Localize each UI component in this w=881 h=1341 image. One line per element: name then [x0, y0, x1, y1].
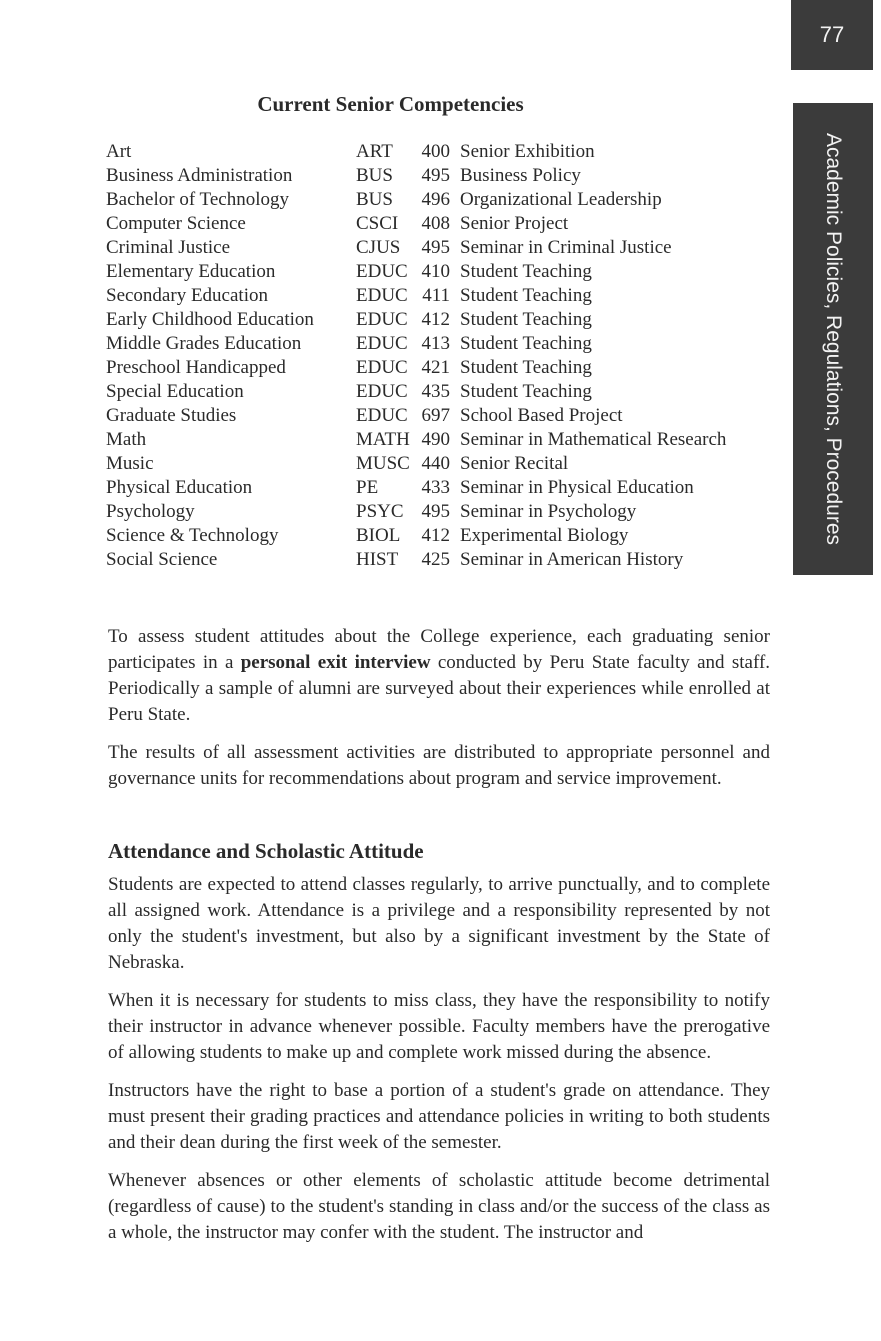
course-title: Seminar in Criminal Justice [460, 237, 672, 258]
program: Physical Education [106, 477, 253, 498]
dept-code: EDUC [356, 309, 408, 330]
table-row [106, 428, 730, 452]
table-row [106, 260, 730, 284]
course-title: Experimental Biology [460, 525, 629, 546]
course-title: Organizational Leadership [460, 189, 662, 210]
dept-code: CJUS [356, 237, 401, 258]
text: To assess student attitudes about the College experience, each graduating senior participates in a [108, 626, 770, 673]
course-title: Student Teaching [460, 309, 592, 330]
course-number: 433 [421, 477, 450, 498]
dept-code: EDUC [356, 285, 408, 306]
dept-code: BIOL [356, 525, 401, 546]
course-title: Seminar in Physical Education [460, 477, 694, 498]
section-title: Current Senior Competencies [257, 92, 524, 116]
program: Special Education [106, 381, 244, 402]
paragraph: When it is necessary for students to miss class, they have the responsibility to notify their instructor in advance whenever possible. Faculty members have the prerogative of allowing students to make up and complete work missed during the absence. [108, 990, 770, 1063]
table-row [106, 284, 730, 308]
course-number: 400 [421, 141, 450, 162]
course-title: Business Policy [460, 165, 581, 186]
table-row [106, 476, 730, 500]
section-tab [793, 103, 873, 575]
course-title: Senior Recital [460, 453, 569, 474]
table-row [106, 380, 730, 404]
table-row [106, 452, 730, 476]
course-number: 495 [421, 165, 450, 186]
dept-code: MATH [356, 429, 410, 450]
program: Science & Technology [106, 525, 279, 546]
body-top [108, 624, 770, 804]
course-number: 440 [421, 453, 450, 474]
dept-code: EDUC [356, 333, 408, 354]
bold-term: personal exit interview [240, 652, 431, 673]
program: Preschool Handicapped [106, 357, 286, 378]
dept-code: EDUC [356, 381, 408, 402]
course-title: School Based Project [460, 405, 623, 426]
course-number: 412 [421, 525, 450, 546]
table-row [106, 188, 730, 212]
program: Psychology [106, 501, 195, 522]
course-title: Senior Exhibition [460, 141, 595, 162]
program: Bachelor of Technology [106, 189, 289, 210]
paragraph: Instructors have the right to base a portion of a student's grade on attendance. They must present their grading practices and attendance policies in writing to both students and their dean during the first week of the semester. [108, 1080, 770, 1153]
course-title: Senior Project [460, 213, 569, 234]
program: Business Administration [106, 165, 293, 186]
dept-code: MUSC [356, 453, 410, 474]
program: Criminal Justice [106, 237, 231, 258]
course-number: 421 [421, 357, 450, 378]
course-title: Seminar in American History [460, 549, 684, 570]
dept-code: PSYC [356, 501, 404, 522]
table-row [106, 524, 730, 548]
course-title: Student Teaching [460, 285, 592, 306]
table-row [106, 356, 730, 380]
table-row [106, 332, 730, 356]
course-title: Student Teaching [460, 333, 592, 354]
course-title: Student Teaching [460, 357, 592, 378]
dept-code: PE [356, 477, 379, 498]
program: Music [106, 453, 154, 474]
dept-code: HIST [356, 549, 399, 570]
course-number: 496 [421, 189, 450, 210]
table-row [106, 140, 730, 164]
dept-code: EDUC [356, 405, 408, 426]
program: Secondary Education [106, 285, 268, 306]
paragraph-results: The results of all assessment activities are distributed to appropriate personnel and governance units for recommendations about program and service improvement. [108, 742, 770, 789]
course-number: 697 [421, 405, 450, 426]
table-row [106, 404, 730, 428]
program: Graduate Studies [106, 405, 237, 426]
program: Math [106, 429, 147, 450]
table-row [106, 212, 730, 236]
course-number: 413 [421, 333, 450, 354]
dept-code: ART [356, 141, 393, 162]
text: conducted by Peru State faculty and staff. Periodically a sample of alumni are surveyed about their experiences while enrolled at Peru State. [108, 652, 771, 725]
program: Middle Grades Education [106, 333, 302, 354]
course-number: 410 [421, 261, 450, 282]
program: Art [106, 141, 132, 162]
course-title: Seminar in Psychology [460, 501, 637, 522]
program: Early Childhood Education [106, 309, 314, 330]
course-number: 495 [421, 501, 450, 522]
dept-code: EDUC [356, 357, 408, 378]
paragraph-exit-interview [108, 624, 770, 728]
course-number: 411 [422, 285, 450, 306]
page-number: 77 [791, 0, 873, 70]
course-title: Student Teaching [460, 381, 592, 402]
program: Social Science [106, 549, 218, 570]
competencies-table [106, 140, 730, 572]
dept-code: BUS [356, 189, 393, 210]
paragraph: Students are expected to attend classes regularly, to arrive punctually, and to complete all assigned work. Attendance is a privilege and a responsibility represented by not only the student's investment, but also by a significant investment by the State of Nebraska. [108, 874, 770, 973]
dept-code: BUS [356, 165, 393, 186]
table-row [106, 500, 730, 524]
course-number: 425 [421, 549, 450, 570]
program: Elementary Education [106, 261, 276, 282]
section-heading: Attendance and Scholastic Attitude [108, 839, 424, 863]
dept-code: CSCI [356, 213, 399, 234]
table-row [106, 236, 730, 260]
course-title: Student Teaching [460, 261, 592, 282]
program: Computer Science [106, 213, 246, 234]
section-tab-label: Academic Policies, Regulations, Procedures [822, 132, 845, 546]
course-title: Seminar in Mathematical Research [460, 429, 727, 450]
course-number: 408 [421, 213, 450, 234]
course-number: 490 [421, 429, 450, 450]
paragraph: Whenever absences or other elements of scholastic attitude become detrimental (regardless of cause) to the student's standing in class and/or the success of the class as a whole, the instructor may confer with the student. The instructor and [108, 1170, 770, 1243]
dept-code: EDUC [356, 261, 408, 282]
course-number: 495 [421, 237, 450, 258]
table-row [106, 164, 730, 188]
table-row [106, 308, 730, 332]
body-attendance [108, 838, 770, 1258]
course-number: 412 [421, 309, 450, 330]
course-number: 435 [421, 381, 450, 402]
table-row [106, 548, 730, 572]
